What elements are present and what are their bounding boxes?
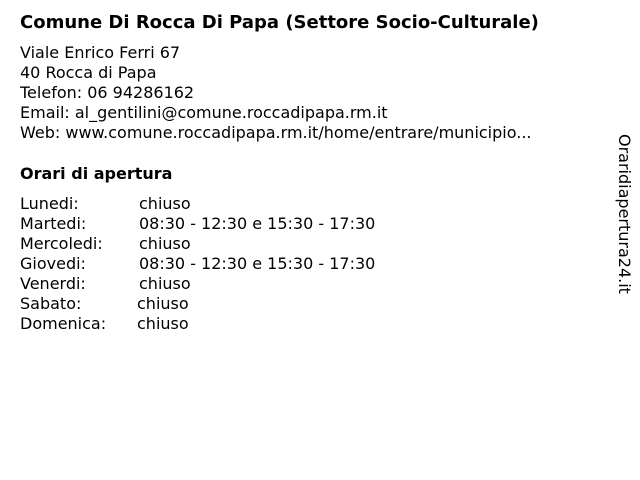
- day-label: Venerdi:: [20, 274, 86, 293]
- day-label: Sabato:: [20, 294, 82, 313]
- address-email: Email: al_gentilini@comune.roccadipapa.rm.it: [20, 103, 388, 122]
- day-label: Domenica:: [20, 314, 107, 333]
- opening-hours-heading: Orari di apertura: [20, 164, 173, 183]
- day-hours: chiuso: [139, 194, 191, 213]
- address-web: Web: www.comune.roccadipapa.rm.it/home/entrare/municipio...: [20, 123, 532, 142]
- day-hours: 08:30 - 12:30 e 15:30 - 17:30: [139, 214, 376, 233]
- day-label: Giovedi:: [20, 254, 86, 273]
- address-street: Viale Enrico Ferri 67: [20, 43, 181, 62]
- day-hours: chiuso: [139, 274, 191, 293]
- site-watermark-text: Oraridiapertura24.it: [615, 134, 634, 294]
- day-hours: chiuso: [137, 294, 189, 313]
- day-label: Lunedi:: [20, 194, 79, 213]
- day-hours: 08:30 - 12:30 e 15:30 - 17:30: [139, 254, 376, 273]
- day-hours: chiuso: [139, 234, 191, 253]
- day-label: Mercoledi:: [20, 234, 103, 253]
- address-block: [20, 43, 532, 143]
- address-phone: Telefon: 06 94286162: [20, 83, 195, 102]
- day-label: Martedi:: [20, 214, 87, 233]
- address-city: 40 Rocca di Papa: [20, 63, 157, 82]
- page-title: Comune Di Rocca Di Papa (Settore Socio-Culturale): [20, 12, 539, 33]
- day-hours: chiuso: [137, 314, 189, 333]
- site-watermark: [612, 134, 636, 310]
